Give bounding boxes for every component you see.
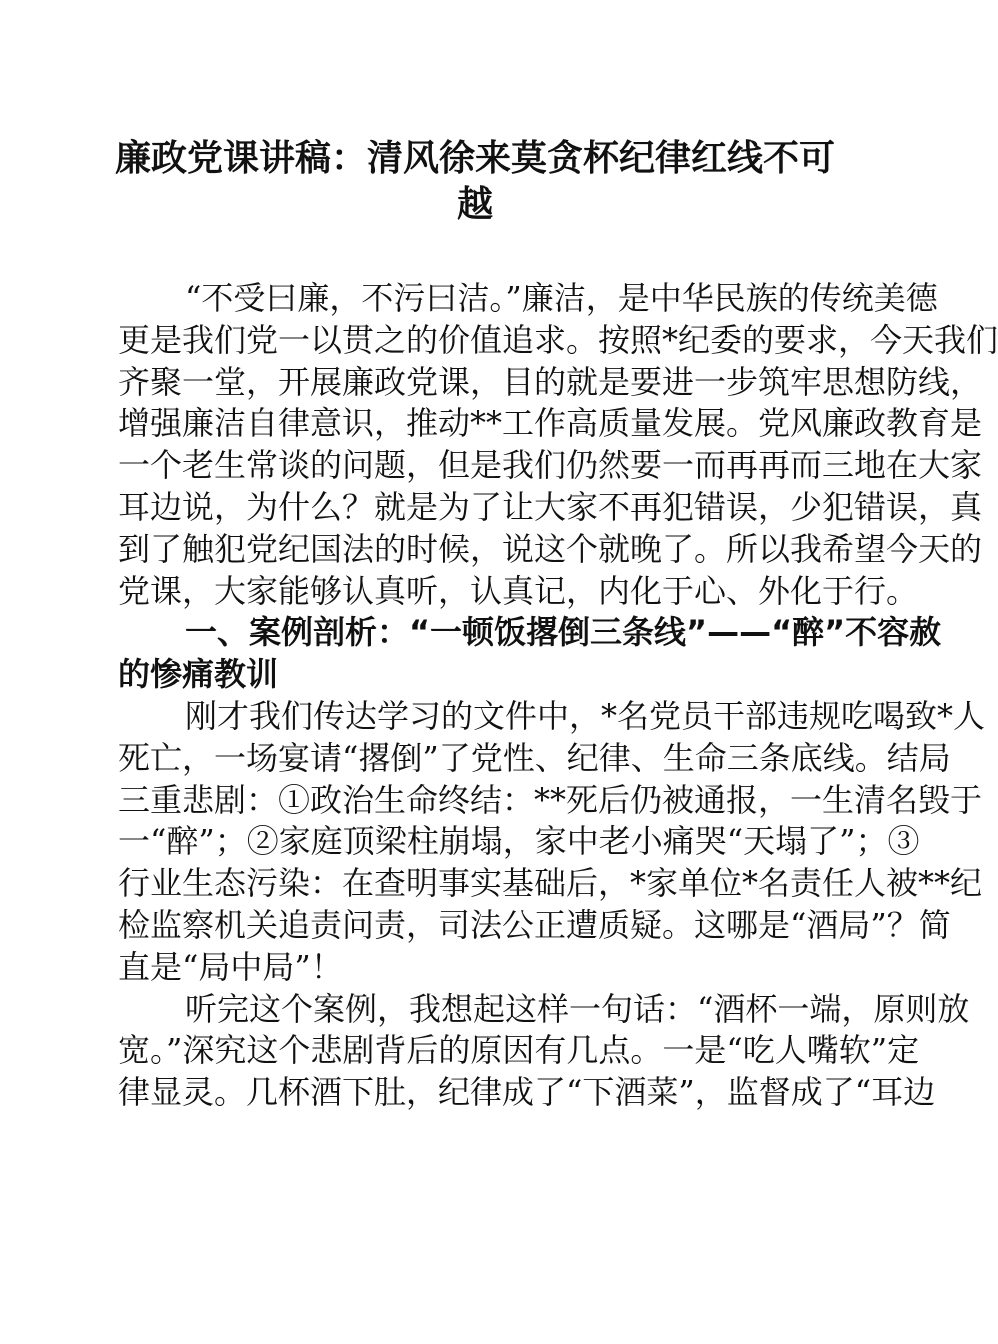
text-line: 齐聚一堂，开展廉政党课，目的就是要进一步筑牢思想防线， [118,362,983,401]
text-line: 刚才我们传达学习的文件中，*名党员干部违规吃喝致*人 [185,696,986,735]
paragraph [118,989,970,1114]
paragraph [118,696,986,989]
document-body [118,278,998,1114]
text-line: 宽。”深究这个悲剧背后的原因有几点。一是“吃人嘴软”定 [118,1031,920,1070]
text-line: 三重悲剧：①政治生命终结：**死后仍被通报，一生清名毁于 [118,780,983,819]
title-line-1: 廉政党课讲稿：清风徐来莫贪杯纪律红线不可 [114,138,835,179]
text-line: 律显灵。几杯酒下肚，纪律成了“下酒菜”，监督成了“耳边 [118,1073,936,1112]
text-line: 听完这个案例，我想起这样一句话：“酒杯一端，原则放 [185,989,970,1028]
document-title [110,136,840,228]
text-line: 到了触犯党纪国法的时候，说这个就晚了。所以我希望今天的 [118,529,983,568]
text-line: 直是“局中局”！ [118,947,343,986]
text-line: 一个老生常谈的问题，但是我们仍然要一而再再而三地在大家 [118,446,983,485]
text-line: 一、案例剖析：“一顿饭撂倒三条线”——“醉”不容赦 [185,613,942,652]
text-line: 党课，大家能够认真听，认真记，内化于心、外化于行。 [118,571,919,610]
paragraph [118,278,998,612]
text-line: “不受曰廉，不污曰洁。”廉洁，是中华民族的传统美德 [185,279,938,317]
title-line-2: 越 [456,184,493,225]
text-line: 增强廉洁自律意识，推动**工作高质量发展。党风廉政教育是 [118,404,983,443]
text-line: 死亡，一场宴请“撂倒”了党性、纪律、生命三条底线。结局 [118,738,951,777]
text-line: 的惨痛教训 [118,655,279,694]
section-heading [118,612,942,696]
text-line: 行业生态污染：在查明事实基础后，*家单位*名责任人被**纪 [118,864,983,903]
text-line: 更是我们党一以贯之的价值追求。按照*纪委的要求，今天我们 [118,320,998,359]
text-line: 检监察机关追责问责，司法公正遭质疑。这哪是“酒局”？简 [118,905,951,944]
text-line: 一“醉”；②家庭顶梁柱崩塌，家中老小痛哭“天塌了”；③ [118,822,920,861]
text-line: 耳边说，为什么？就是为了让大家不再犯错误，少犯错误，真 [118,487,983,526]
